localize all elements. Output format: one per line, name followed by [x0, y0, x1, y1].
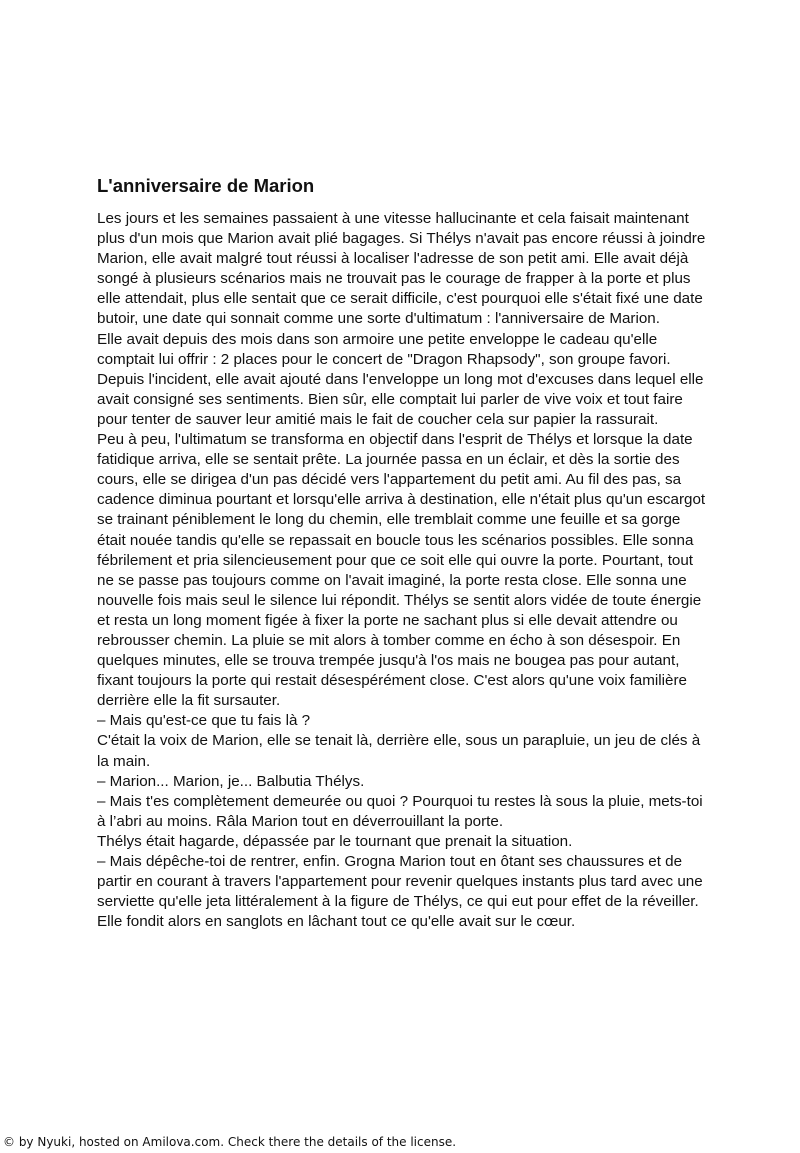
dialogue-line: – Marion... Marion, je... Balbutia Thélys.	[97, 772, 365, 790]
document-title: L'anniversaire de Marion	[97, 175, 315, 196]
paragraph: Peu à peu, l'ultimatum se transforma en objectif dans l'esprit de Thélys et lorsque la date fatidique arriva, elle se sentait prête. La journée passa en un éclair, et dès la sortie des cours, elle se dirigea d'un pas décidé vers l'appartement du petit ami. Au fil des pas, sa cadence diminua pourtant et lorsqu'elle arriva à destination, elle n'était plus qu'un escargot se trainant péniblement le long du chemin, elle tremblait comme une feuille et sa gorge était nouée tandis qu'elle se repassait en boucle tous les scénarios possibles. Elle sonna fébrilement et pria silencieusement pour que ce soit elle qui ouvre la porte. Pourtant, tout ne se passe pas toujours comme on l'avait imaginé, la porte resta close. Elle sonna une nouvelle fois mais seul le silence lui répondit. Thélys se sentit alors vidée de toute énergie et resta un long moment figée à fixer la porte ne sachant plus si elle devait attendre ou rebrousser chemin. La pluie se mit alors à tomber comme en écho à son désespoir. En quelques minutes, elle se trouva trempée jusqu'à l'os mais ne bougea pas pour autant, fixant toujours la porte qui restait désespérément close. C'est alors qu'une voix familière derrière elle la fit sursauter.	[97, 431, 706, 710]
dialogue-line: – Mais t'es complètement demeurée ou quoi ? Pourquoi tu restes là sous la pluie, mets-toi à l’abri au moins. Râla Marion tout en déverrouillant la porte.	[97, 792, 703, 830]
license-footer: © by Nyuki, hosted on Amilova.com. Check there the details of the license.	[3, 1135, 457, 1149]
document-page	[97, 175, 707, 932]
dialogue-line: – Mais dépêche-toi de rentrer, enfin. Grogna Marion tout en ôtant ses chaussures et de partir en courant à travers l'appartement pour revenir quelques instants plus tard avec une serviette qu'elle jeta littéralement à la figure de Thélys, ce qui eut pour effet de la réveiller. Elle fondit alors en sanglots en lâchant tout ce qu'elle avait sur le cœur.	[97, 853, 703, 931]
paragraph: Thélys était hagarde, dépassée par le tournant que prenait la situation.	[97, 832, 573, 850]
document-body	[97, 209, 707, 932]
paragraph: C'était la voix de Marion, elle se tenait là, derrière elle, sous un parapluie, un jeu de clés à la main.	[97, 732, 701, 770]
paragraph: Elle avait depuis des mois dans son armoire une petite enveloppe le cadeau qu'elle comptait lui offrir : 2 places pour le concert de "Dragon Rhapsody", son groupe favori. Depuis l'incident, elle avait ajouté dans l'enveloppe un long mot d'excuses dans lequel elle avait consigné ses sentiments. Bien sûr, elle comptait lui parler de vive voix et tout faire pour tenter de sauver leur amitié mais le fait de coucher cela sur papier la rassurait.	[97, 330, 704, 428]
dialogue-line: – Mais qu'est-ce que tu fais là ?	[97, 712, 311, 730]
paragraph: Les jours et les semaines passaient à une vitesse hallucinante et cela faisait maintenant plus d'un mois que Marion avait plié bagages. Si Thélys n'avait pas encore réussi à joindre Marion, elle avait malgré tout réussi à localiser l'adresse de son petit ami. Elle avait déjà songé à plusieurs scénarios mais ne trouvait pas le courage de frapper à la porte et plus elle attendait, plus elle sentait que ce serait difficile, c'est pourquoi elle s'était fixé une date butoir, une date qui sonnait comme une sorte d'ultimatum : l'anniversaire de Marion.	[97, 210, 706, 328]
